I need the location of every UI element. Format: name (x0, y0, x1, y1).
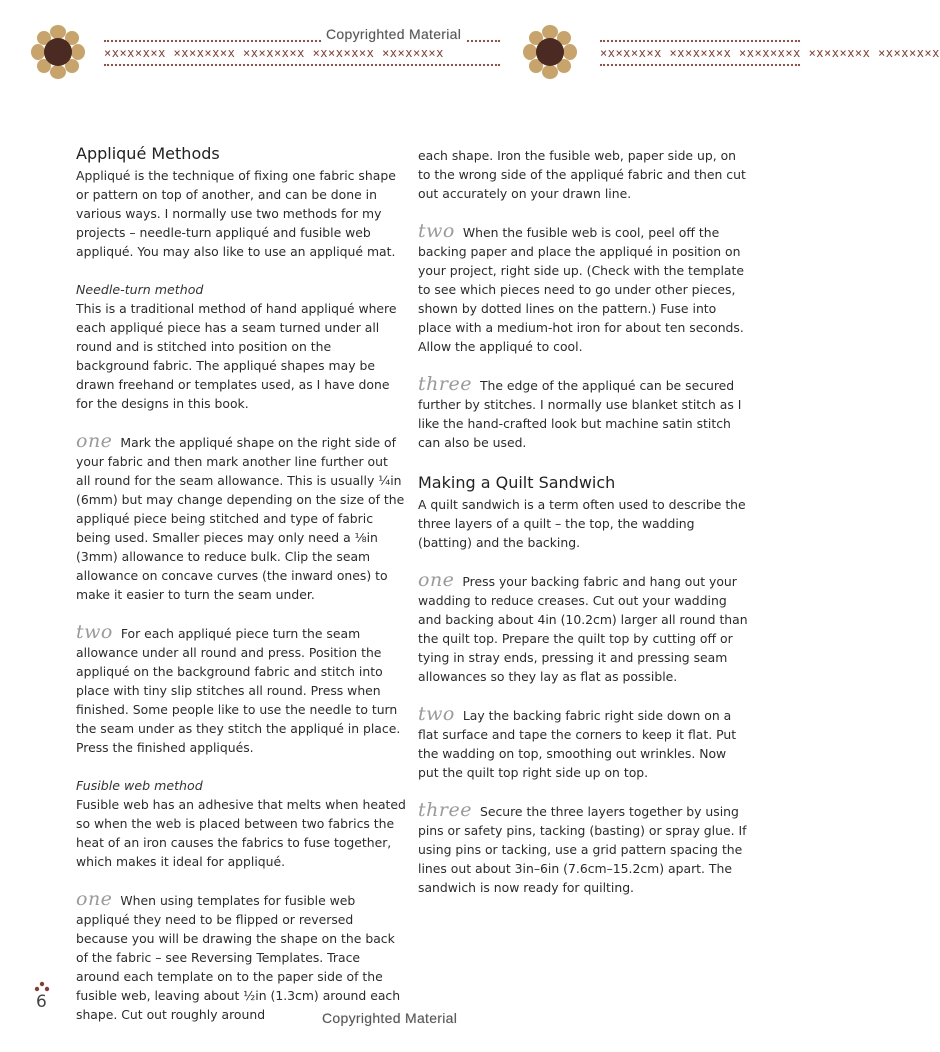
step-text: When the fusible web is cool, peel off the backing paper and place the appliqué in position on your project, right side up. (Check with the template to see which pieces need to go under other pieces, shown by dotted lines on the pattern.) Fuse into place with a medium-hot iron for about ten seconds. Allow the appliqué to cool. (418, 225, 744, 354)
heading-quilt-sandwich: Making a Quilt Sandwich (418, 473, 616, 492)
step-text: Press your backing fabric and hang out your wadding to reduce creases. Cut out your wadding and backing about 4in (10.2cm) larger all round than the quilt top. Prepare the quilt top by cutting off or tying in stray ends, pressing it and pressing seam allowances so they lay as flat as possible. (418, 574, 748, 684)
paragraph-quilt-sandwich: A quilt sandwich is a term often used to describe the three layers of a quilt – the top, the wadding (batting) and the backing. (418, 497, 746, 550)
copyright-watermark-bottom: Copyrighted Material (322, 1010, 458, 1026)
paragraph-continued: each shape. Iron the fusible web, paper side up, on to the wrong side of the appliqué fabric and then cut out accurately on your drawn line. (418, 148, 746, 201)
dotted-stitch-line (600, 40, 800, 42)
step-paragraph (418, 571, 748, 686)
step-label: three (418, 373, 472, 395)
step-text: The edge of the appliqué can be secured further by stitches. I normally use blanket stitch as I like the hand-crafted look but machine satin stitch can also be used. (418, 378, 742, 450)
step-label: two (418, 703, 455, 725)
step-text: Lay the backing fabric right side down on a flat surface and tape the corners to keep it flat. Put the wadding on top, smoothing out wrinkles. Now put the quilt top right side up on top. (418, 708, 737, 780)
header-decoration (0, 0, 940, 100)
step-paragraph (418, 222, 748, 356)
right-column (418, 146, 748, 916)
paragraph-fusible-web: Fusible web has an adhesive that melts when heated so when the web is placed between two fabrics the heat of an iron causes the fabrics to fuse together, which makes it ideal for appliqué. (76, 797, 406, 869)
step-label: one (418, 569, 455, 591)
step-label: one (76, 430, 113, 452)
flower-ornament-icon (30, 24, 86, 80)
subheading-fusible-web: Fusible web method (76, 778, 203, 793)
subheading-needle-turn: Needle-turn method (76, 282, 204, 297)
cross-stitch-row: ×x×x×x×x ×x×x×x×x ×x×x×x×x ×x×x×x×x ×x×x×x×x (600, 46, 940, 60)
step-paragraph (76, 890, 406, 1024)
step-paragraph (418, 801, 748, 897)
step-text: Mark the appliqué shape on the right side of your fabric and then mark another line further out all round for the seam allowance. This is usually ¼in (6mm) but may change depending on the size of the appliqué piece being stitched and type of fabric being used. Smaller pieces may only need a ⅛in (3mm) allowance to reduce bulk. Clip the seam allowance on concave curves (the inward ones) to make it easier to turn the seam under. (76, 435, 405, 602)
copyright-watermark-top: Copyrighted Material (322, 26, 465, 42)
step-text: Secure the three layers together by using pins or safety pins, tacking (basting) or spray glue. If using pins or tacking, use a grid pattern spacing the lines out about 3in–6in (7.6cm–15.2cm) apart. The sandwich is now ready for quilting. (418, 804, 747, 895)
step-label: two (418, 220, 455, 242)
step-label: three (418, 799, 472, 821)
left-column (76, 142, 406, 1024)
step-paragraph (76, 623, 406, 757)
dotted-stitch-line (104, 64, 500, 66)
step-text: For each appliqué piece turn the seam allowance under all round and press. Position the appliqué on the background fabric and stitch into place with tiny slip stitches all round. Press when finished. Some people like to use the needle to turn the seam under as they stitch the appliqué in place. Press the finished appliqués. (76, 626, 401, 755)
dotted-stitch-line (600, 64, 800, 66)
step-label: one (76, 888, 113, 910)
paragraph-needle-turn: This is a traditional method of hand appliqué where each appliqué piece has a seam turned under all round and is stitched into position on the background fabric. The appliqué shapes may be drawn freehand or templates used, as I have done for the designs in this book. (76, 301, 397, 411)
paragraph-applique-intro: Appliqué is the technique of fixing one fabric shape or pattern on top of another, and can be done in various ways. I normally use two methods for my projects – needle-turn appliqué and fusible web appliqué. You may also like to use an appliqué mat. (76, 168, 396, 259)
heading-applique-methods: Appliqué Methods (76, 144, 220, 163)
cross-stitch-row: ×x×x×x×x ×x×x×x×x ×x×x×x×x ×x×x×x×x ×x×x×x×x (104, 46, 444, 60)
step-paragraph (418, 705, 748, 782)
step-paragraph (418, 375, 748, 452)
step-label: two (76, 621, 113, 643)
page-number: 6 (36, 992, 47, 1012)
berries-ornament-icon (33, 978, 53, 992)
step-paragraph (76, 432, 406, 604)
flower-ornament-icon (522, 24, 578, 80)
step-text: When using templates for fusible web appliqué they need to be flipped or reversed because you will be drawing the shape on the back of the fabric – see Reversing Templates. Trace around each template on to the paper side of the fusible web, leaving about ½in (1.3cm) around each shape. Cut out roughly around (76, 893, 401, 1022)
